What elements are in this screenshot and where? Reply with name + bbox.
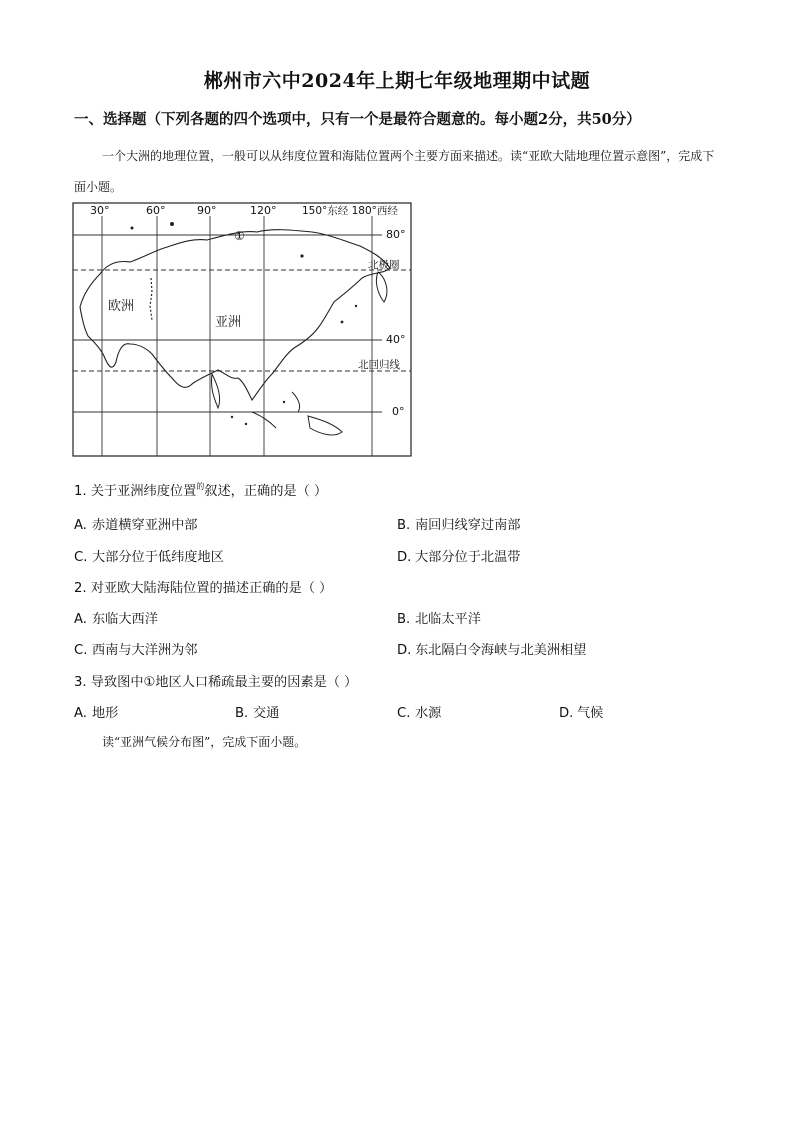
europe-label: 欧洲	[108, 299, 135, 314]
lon-label-150-180: 150°东经 180°西经	[302, 205, 398, 217]
q1-option-d[interactable]: D. 大部分位于北温带	[397, 550, 521, 565]
lon-label-90: 90°	[197, 204, 217, 217]
eurasia-location-map	[72, 202, 412, 457]
marker-1: ①	[234, 229, 245, 243]
q2-option-b[interactable]: B. 北临太平洋	[397, 612, 481, 627]
lat-label-80: 80°	[386, 228, 406, 241]
question-1-stem: 1. 关于亚洲纬度位置	[74, 484, 197, 499]
asia-label: 亚洲	[215, 315, 242, 330]
section-heading: 一、选择题（下列各题的四个选项中，只有一个是最符合题意的。每小题2分，共50分）	[74, 111, 641, 128]
question-3: 3. 导致图中①地区人口稀疏最主要的因素是（ ）	[74, 675, 358, 690]
question-1	[74, 480, 327, 499]
q2-option-a[interactable]: A. 东临大西洋	[74, 612, 158, 627]
question-1-stem-end: 叙述，正确的是（ ）	[204, 484, 328, 499]
lat-label-40: 40°	[386, 333, 406, 346]
lon-label-30: 30°	[90, 204, 110, 217]
lat-label-0: 0°	[392, 405, 405, 418]
q3-option-b[interactable]: B. 交通	[235, 706, 280, 721]
next-instruction: 读“亚洲气候分布图”，完成下面小题。	[102, 735, 307, 749]
q3-option-a[interactable]: A. 地形	[74, 706, 119, 721]
q2-option-c[interactable]: C. 西南与大洋洲为邻	[74, 643, 198, 658]
q3-option-c[interactable]: C. 水源	[397, 706, 442, 721]
q1-option-b[interactable]: B. 南回归线穿过南部	[397, 518, 521, 533]
lon-label-120: 120°	[250, 204, 277, 217]
question-1-stem-small: 的	[196, 482, 205, 491]
tropic-of-cancer-label: 北回归线	[358, 359, 400, 371]
intro-paragraph: 一个大洲的地理位置，一般可以从纬度位置和海陆位置两个主要方面来描述。读“亚欧大陆地理位置示意图”，完成下面小题。	[74, 149, 715, 194]
q3-option-d[interactable]: D. 气候	[559, 706, 604, 721]
q2-option-d[interactable]: D. 东北隔白令海峡与北美洲相望	[397, 643, 587, 658]
q1-option-c[interactable]: C. 大部分位于低纬度地区	[74, 550, 224, 565]
q1-option-a[interactable]: A. 赤道横穿亚洲中部	[74, 518, 198, 533]
lon-label-60: 60°	[146, 204, 166, 217]
page-title: 郴州市六中2024年上期七年级地理期中试题	[203, 70, 591, 92]
arctic-circle-label: 北极圈	[368, 259, 400, 271]
question-2: 2. 对亚欧大陆海陆位置的描述正确的是（ ）	[74, 581, 333, 596]
